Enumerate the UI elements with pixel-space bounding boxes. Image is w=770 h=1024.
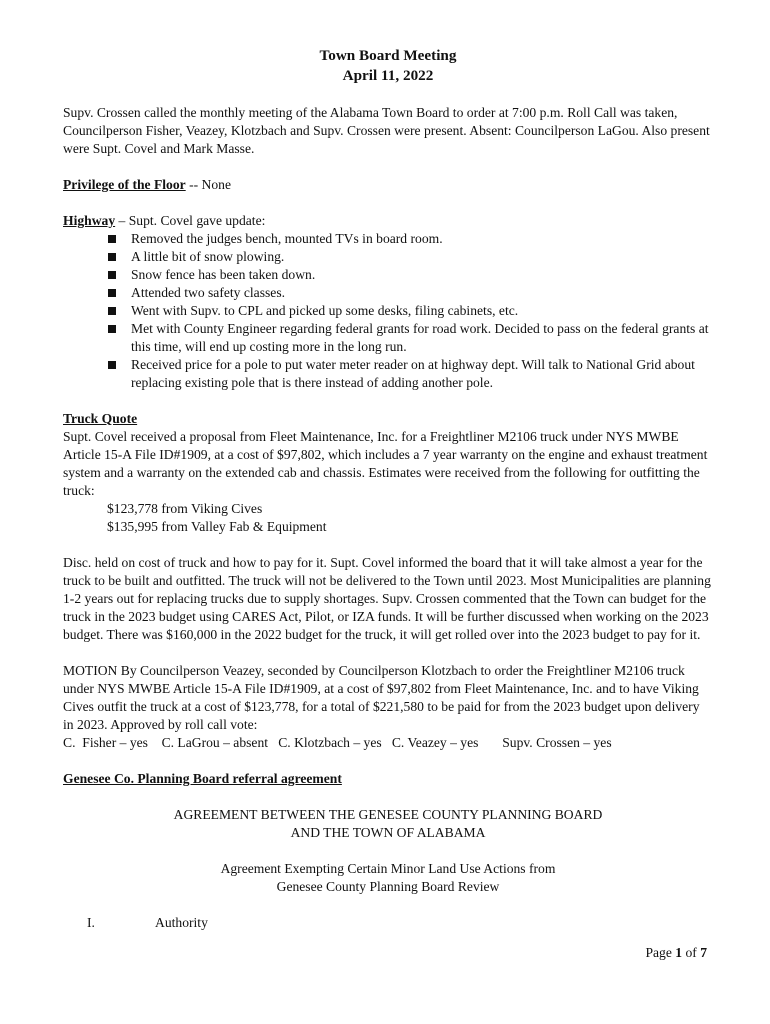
vote-item: Supv. Crossen – yes: [502, 735, 612, 750]
estimate-line: $135,995 from Valley Fab & Equipment: [107, 519, 327, 534]
section-heading: [63, 914, 713, 932]
agreement-title: AGREEMENT BETWEEN THE GENESEE COUNTY PLANNING BOARD AND THE TOWN OF ALABAMA: [173, 807, 603, 840]
privilege-text: -- None: [185, 177, 231, 192]
section-title: Authority: [155, 915, 208, 930]
list-item: A little bit of snow plowing.: [107, 248, 713, 266]
roll-call-votes: [63, 734, 713, 752]
document-page: [63, 46, 713, 932]
vote-item: C. LaGrou – absent: [161, 735, 279, 750]
highway-heading: Highway: [63, 213, 116, 228]
motion-section: [63, 662, 713, 752]
square-bullet-icon: [108, 235, 116, 243]
document-title: Town Board Meeting: [319, 47, 457, 64]
list-item: Removed the judges bench, mounted TVs in board room.: [107, 230, 713, 248]
square-bullet-icon: [108, 325, 116, 333]
intro-paragraph: Supv. Crossen called the monthly meeting of the Alabama Town Board to order at 7:00 p.m. Roll Call was taken, Councilperson Fisher, Veazey, Klotzbach and Supv. Crossen were present. Absent: Councilperson LaGou. Also present were Supt. Covel and Mark Masse.: [63, 105, 710, 156]
truck-heading: Truck Quote: [63, 411, 138, 426]
truck-paragraph: Supt. Covel received a proposal from Fleet Maintenance, Inc. for a Freightliner M2106 truck under NYS MWBE Article 15-A File ID#1909, at a cost of $97,802, which includes a 7 year warranty on the engine and exhaust treatment system and a warranty on the extended cab and chassis. Estimates were received from the following for outfitting the truck:: [63, 429, 708, 498]
motion-paragraph: MOTION By Councilperson Veazey, seconded by Councilperson Klotzbach to order the Freightliner M2106 truck under NYS MWBE Article 15-A File ID#1909, at a cost of $97,802 from Fleet Maintenance, Inc. and to have Viking Cives outfit the truck at a cost of $123,778, for a total of $221,580 to be paid for from the 2023 budget upon delivery in 2023. Approved by roll call vote:: [63, 663, 700, 732]
document-date: April 11, 2022: [342, 67, 434, 84]
privilege-section: [63, 176, 713, 194]
square-bullet-icon: [108, 253, 116, 261]
list-item: Went with Supv. to CPL and picked up some desks, filing cabinets, etc.: [107, 302, 713, 320]
vote-item: C. Veazey – yes: [391, 735, 503, 750]
square-bullet-icon: [108, 307, 116, 315]
list-item: Attended two safety classes.: [107, 284, 713, 302]
estimate-line: $123,778 from Viking Cives: [107, 501, 263, 516]
discussion-paragraph: Disc. held on cost of truck and how to pay for it. Supt. Covel informed the board that it will take almost a year for the truck to be built and outfitted. The truck will not be delivered to the Town until 2023. Most Municipalities are planning 1-2 years out for replacing trucks due to supply shortages. Supv. Crossen commented that the Town can budget for the truck in the 2023 budget using CARES Act, Pilot, or IZA funds. It will be further discussed when working on the 2023 budget. There was $160,000 in the 2022 budget for the truck, it will get rolled over into the 2023 budget to pay for it.: [63, 555, 711, 642]
privilege-heading: Privilege of the Floor: [63, 177, 186, 192]
vote-item: C. Fisher – yes: [63, 735, 162, 750]
genesee-section: [63, 770, 713, 788]
square-bullet-icon: [108, 271, 116, 279]
truck-section: [63, 410, 713, 536]
page-number: Page 1 of 7: [645, 945, 707, 960]
highway-list: [63, 230, 713, 392]
square-bullet-icon: [108, 289, 116, 297]
highway-text: – Supt. Covel gave update:: [115, 213, 266, 228]
square-bullet-icon: [108, 361, 116, 369]
list-item: Received price for a pole to put water meter reader on at highway dept. Will talk to National Grid about replacing existing pole that is there instead of adding another pole.: [107, 356, 713, 392]
section-number: I.: [87, 915, 95, 930]
genesee-heading: Genesee Co. Planning Board referral agreement: [63, 771, 342, 786]
vote-item: C. Klotzbach – yes: [278, 735, 392, 750]
list-item: Snow fence has been taken down.: [107, 266, 713, 284]
highway-section: [63, 212, 713, 392]
list-item: Met with County Engineer regarding federal grants for road work. Decided to pass on the federal grants at this time, will end up costing more in the long run.: [107, 320, 713, 356]
agreement-subtitle: Agreement Exempting Certain Minor Land Use Actions from Genesee County Planning Board Review: [220, 861, 556, 894]
